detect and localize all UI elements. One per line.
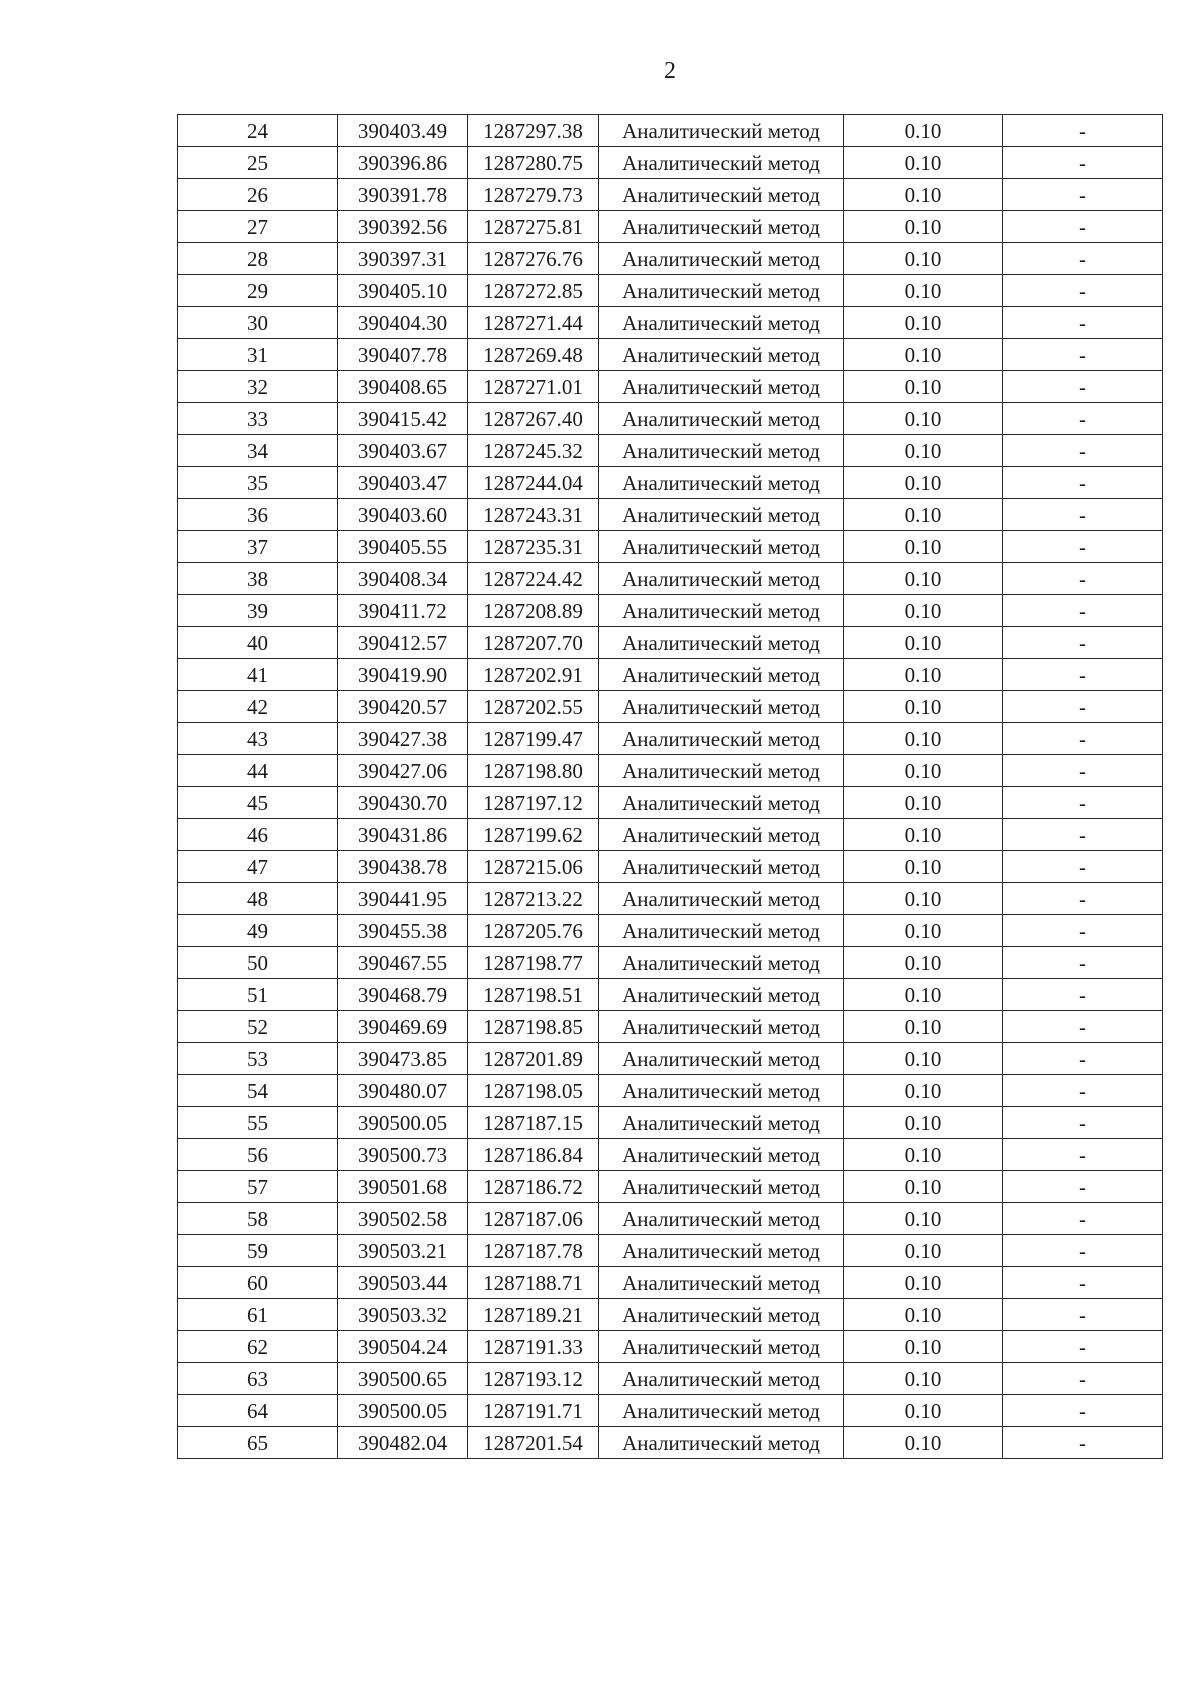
table-row [178, 1267, 1163, 1299]
accuracy-cell: 0.10 [844, 883, 1003, 915]
point-number-cell: 36 [178, 499, 338, 531]
point-number-cell: 26 [178, 179, 338, 211]
accuracy-cell: 0.10 [844, 595, 1003, 627]
y-coordinate-cell: 1287243.31 [468, 499, 599, 531]
point-number-cell: 63 [178, 1363, 338, 1395]
y-coordinate-cell: 1287201.89 [468, 1043, 599, 1075]
point-number-cell: 59 [178, 1235, 338, 1267]
note-cell: - [1003, 755, 1163, 787]
note-cell: - [1003, 371, 1163, 403]
table-row [178, 1331, 1163, 1363]
point-number-cell: 28 [178, 243, 338, 275]
table-row [178, 627, 1163, 659]
accuracy-cell: 0.10 [844, 1203, 1003, 1235]
point-number-cell: 39 [178, 595, 338, 627]
table-row [178, 979, 1163, 1011]
method-cell: Аналитический метод [599, 435, 844, 467]
method-cell: Аналитический метод [599, 115, 844, 147]
x-coordinate-cell: 390411.72 [338, 595, 468, 627]
x-coordinate-cell: 390503.21 [338, 1235, 468, 1267]
method-cell: Аналитический метод [599, 915, 844, 947]
note-cell: - [1003, 659, 1163, 691]
note-cell: - [1003, 819, 1163, 851]
y-coordinate-cell: 1287202.55 [468, 691, 599, 723]
table-row [178, 1043, 1163, 1075]
note-cell: - [1003, 1043, 1163, 1075]
point-number-cell: 29 [178, 275, 338, 307]
x-coordinate-cell: 390403.67 [338, 435, 468, 467]
accuracy-cell: 0.10 [844, 435, 1003, 467]
accuracy-cell: 0.10 [844, 563, 1003, 595]
x-coordinate-cell: 390403.47 [338, 467, 468, 499]
method-cell: Аналитический метод [599, 467, 844, 499]
point-number-cell: 64 [178, 1395, 338, 1427]
method-cell: Аналитический метод [599, 371, 844, 403]
method-cell: Аналитический метод [599, 1235, 844, 1267]
table-row [178, 115, 1163, 147]
x-coordinate-cell: 390404.30 [338, 307, 468, 339]
accuracy-cell: 0.10 [844, 659, 1003, 691]
y-coordinate-cell: 1287191.71 [468, 1395, 599, 1427]
x-coordinate-cell: 390480.07 [338, 1075, 468, 1107]
accuracy-cell: 0.10 [844, 1427, 1003, 1459]
accuracy-cell: 0.10 [844, 691, 1003, 723]
method-cell: Аналитический метод [599, 211, 844, 243]
note-cell: - [1003, 1363, 1163, 1395]
note-cell: - [1003, 275, 1163, 307]
x-coordinate-cell: 390500.73 [338, 1139, 468, 1171]
table-row [178, 339, 1163, 371]
table-row [178, 467, 1163, 499]
accuracy-cell: 0.10 [844, 275, 1003, 307]
note-cell: - [1003, 915, 1163, 947]
table-row [178, 307, 1163, 339]
note-cell: - [1003, 1331, 1163, 1363]
table-row [178, 755, 1163, 787]
point-number-cell: 37 [178, 531, 338, 563]
x-coordinate-cell: 390408.65 [338, 371, 468, 403]
method-cell: Аналитический метод [599, 787, 844, 819]
y-coordinate-cell: 1287280.75 [468, 147, 599, 179]
y-coordinate-cell: 1287191.33 [468, 1331, 599, 1363]
method-cell: Аналитический метод [599, 307, 844, 339]
note-cell: - [1003, 1203, 1163, 1235]
table-row [178, 435, 1163, 467]
y-coordinate-cell: 1287279.73 [468, 179, 599, 211]
method-cell: Аналитический метод [599, 147, 844, 179]
accuracy-cell: 0.10 [844, 915, 1003, 947]
x-coordinate-cell: 390468.79 [338, 979, 468, 1011]
method-cell: Аналитический метод [599, 1203, 844, 1235]
x-coordinate-cell: 390455.38 [338, 915, 468, 947]
point-number-cell: 58 [178, 1203, 338, 1235]
x-coordinate-cell: 390392.56 [338, 211, 468, 243]
note-cell: - [1003, 1139, 1163, 1171]
note-cell: - [1003, 1267, 1163, 1299]
note-cell: - [1003, 115, 1163, 147]
y-coordinate-cell: 1287198.51 [468, 979, 599, 1011]
point-number-cell: 42 [178, 691, 338, 723]
y-coordinate-cell: 1287275.81 [468, 211, 599, 243]
point-number-cell: 50 [178, 947, 338, 979]
accuracy-cell: 0.10 [844, 755, 1003, 787]
accuracy-cell: 0.10 [844, 979, 1003, 1011]
x-coordinate-cell: 390403.60 [338, 499, 468, 531]
y-coordinate-cell: 1287198.85 [468, 1011, 599, 1043]
y-coordinate-cell: 1287198.05 [468, 1075, 599, 1107]
point-number-cell: 35 [178, 467, 338, 499]
accuracy-cell: 0.10 [844, 787, 1003, 819]
y-coordinate-cell: 1287197.12 [468, 787, 599, 819]
method-cell: Аналитический метод [599, 275, 844, 307]
table-row [178, 1011, 1163, 1043]
method-cell: Аналитический метод [599, 819, 844, 851]
accuracy-cell: 0.10 [844, 1395, 1003, 1427]
x-coordinate-cell: 390502.58 [338, 1203, 468, 1235]
method-cell: Аналитический метод [599, 723, 844, 755]
accuracy-cell: 0.10 [844, 339, 1003, 371]
method-cell: Аналитический метод [599, 563, 844, 595]
point-number-cell: 40 [178, 627, 338, 659]
y-coordinate-cell: 1287244.04 [468, 467, 599, 499]
table-body [178, 115, 1163, 1459]
y-coordinate-cell: 1287201.54 [468, 1427, 599, 1459]
table-row [178, 1299, 1163, 1331]
note-cell: - [1003, 211, 1163, 243]
table-row [178, 1363, 1163, 1395]
point-number-cell: 51 [178, 979, 338, 1011]
table-row [178, 147, 1163, 179]
y-coordinate-cell: 1287213.22 [468, 883, 599, 915]
point-number-cell: 56 [178, 1139, 338, 1171]
table-row [178, 1139, 1163, 1171]
note-cell: - [1003, 1299, 1163, 1331]
method-cell: Аналитический метод [599, 403, 844, 435]
method-cell: Аналитический метод [599, 531, 844, 563]
note-cell: - [1003, 627, 1163, 659]
note-cell: - [1003, 1011, 1163, 1043]
point-number-cell: 43 [178, 723, 338, 755]
accuracy-cell: 0.10 [844, 147, 1003, 179]
method-cell: Аналитический метод [599, 1107, 844, 1139]
method-cell: Аналитический метод [599, 595, 844, 627]
accuracy-cell: 0.10 [844, 371, 1003, 403]
accuracy-cell: 0.10 [844, 1299, 1003, 1331]
note-cell: - [1003, 1107, 1163, 1139]
accuracy-cell: 0.10 [844, 1011, 1003, 1043]
note-cell: - [1003, 947, 1163, 979]
point-number-cell: 49 [178, 915, 338, 947]
note-cell: - [1003, 1395, 1163, 1427]
x-coordinate-cell: 390500.05 [338, 1107, 468, 1139]
x-coordinate-cell: 390431.86 [338, 819, 468, 851]
y-coordinate-cell: 1287271.44 [468, 307, 599, 339]
y-coordinate-cell: 1287193.12 [468, 1363, 599, 1395]
point-number-cell: 27 [178, 211, 338, 243]
table-row [178, 403, 1163, 435]
x-coordinate-cell: 390397.31 [338, 243, 468, 275]
table-row [178, 1107, 1163, 1139]
note-cell: - [1003, 499, 1163, 531]
table-row [178, 179, 1163, 211]
method-cell: Аналитический метод [599, 691, 844, 723]
y-coordinate-cell: 1287199.62 [468, 819, 599, 851]
method-cell: Аналитический метод [599, 1267, 844, 1299]
note-cell: - [1003, 179, 1163, 211]
point-number-cell: 34 [178, 435, 338, 467]
y-coordinate-cell: 1287186.72 [468, 1171, 599, 1203]
method-cell: Аналитический метод [599, 1043, 844, 1075]
note-cell: - [1003, 723, 1163, 755]
y-coordinate-cell: 1287187.78 [468, 1235, 599, 1267]
method-cell: Аналитический метод [599, 1011, 844, 1043]
method-cell: Аналитический метод [599, 1331, 844, 1363]
y-coordinate-cell: 1287208.89 [468, 595, 599, 627]
note-cell: - [1003, 243, 1163, 275]
accuracy-cell: 0.10 [844, 947, 1003, 979]
method-cell: Аналитический метод [599, 755, 844, 787]
table-row [178, 1075, 1163, 1107]
x-coordinate-cell: 390427.06 [338, 755, 468, 787]
table-row [178, 851, 1163, 883]
note-cell: - [1003, 1171, 1163, 1203]
point-number-cell: 32 [178, 371, 338, 403]
point-number-cell: 61 [178, 1299, 338, 1331]
x-coordinate-cell: 390405.55 [338, 531, 468, 563]
note-cell: - [1003, 883, 1163, 915]
method-cell: Аналитический метод [599, 627, 844, 659]
note-cell: - [1003, 691, 1163, 723]
x-coordinate-cell: 390503.44 [338, 1267, 468, 1299]
method-cell: Аналитический метод [599, 499, 844, 531]
table-row [178, 723, 1163, 755]
point-number-cell: 55 [178, 1107, 338, 1139]
table-row [178, 1427, 1163, 1459]
y-coordinate-cell: 1287187.06 [468, 1203, 599, 1235]
method-cell: Аналитический метод [599, 947, 844, 979]
table-row [178, 819, 1163, 851]
table-row [178, 1203, 1163, 1235]
x-coordinate-cell: 390482.04 [338, 1427, 468, 1459]
x-coordinate-cell: 390501.68 [338, 1171, 468, 1203]
y-coordinate-cell: 1287207.70 [468, 627, 599, 659]
note-cell: - [1003, 979, 1163, 1011]
point-number-cell: 65 [178, 1427, 338, 1459]
y-coordinate-cell: 1287198.80 [468, 755, 599, 787]
accuracy-cell: 0.10 [844, 627, 1003, 659]
note-cell: - [1003, 147, 1163, 179]
accuracy-cell: 0.10 [844, 1043, 1003, 1075]
note-cell: - [1003, 1427, 1163, 1459]
accuracy-cell: 0.10 [844, 115, 1003, 147]
point-number-cell: 45 [178, 787, 338, 819]
x-coordinate-cell: 390396.86 [338, 147, 468, 179]
table-row [178, 531, 1163, 563]
method-cell: Аналитический метод [599, 1075, 844, 1107]
point-number-cell: 41 [178, 659, 338, 691]
y-coordinate-cell: 1287186.84 [468, 1139, 599, 1171]
x-coordinate-cell: 390473.85 [338, 1043, 468, 1075]
x-coordinate-cell: 390467.55 [338, 947, 468, 979]
x-coordinate-cell: 390412.57 [338, 627, 468, 659]
table-row [178, 211, 1163, 243]
method-cell: Аналитический метод [599, 979, 844, 1011]
method-cell: Аналитический метод [599, 1171, 844, 1203]
point-number-cell: 30 [178, 307, 338, 339]
x-coordinate-cell: 390500.65 [338, 1363, 468, 1395]
y-coordinate-cell: 1287198.77 [468, 947, 599, 979]
page-number: 2 [664, 58, 676, 84]
accuracy-cell: 0.10 [844, 1139, 1003, 1171]
accuracy-cell: 0.10 [844, 211, 1003, 243]
y-coordinate-cell: 1287187.15 [468, 1107, 599, 1139]
x-coordinate-cell: 390419.90 [338, 659, 468, 691]
accuracy-cell: 0.10 [844, 1107, 1003, 1139]
x-coordinate-cell: 390420.57 [338, 691, 468, 723]
accuracy-cell: 0.10 [844, 1235, 1003, 1267]
method-cell: Аналитический метод [599, 659, 844, 691]
note-cell: - [1003, 787, 1163, 819]
coordinates-table [177, 114, 1163, 1459]
x-coordinate-cell: 390438.78 [338, 851, 468, 883]
x-coordinate-cell: 390391.78 [338, 179, 468, 211]
y-coordinate-cell: 1287297.38 [468, 115, 599, 147]
x-coordinate-cell: 390407.78 [338, 339, 468, 371]
x-coordinate-cell: 390441.95 [338, 883, 468, 915]
y-coordinate-cell: 1287224.42 [468, 563, 599, 595]
x-coordinate-cell: 390430.70 [338, 787, 468, 819]
y-coordinate-cell: 1287188.71 [468, 1267, 599, 1299]
table-row [178, 883, 1163, 915]
table-row [178, 1235, 1163, 1267]
method-cell: Аналитический метод [599, 1299, 844, 1331]
point-number-cell: 48 [178, 883, 338, 915]
y-coordinate-cell: 1287205.76 [468, 915, 599, 947]
note-cell: - [1003, 563, 1163, 595]
accuracy-cell: 0.10 [844, 1363, 1003, 1395]
method-cell: Аналитический метод [599, 179, 844, 211]
table-row [178, 659, 1163, 691]
accuracy-cell: 0.10 [844, 531, 1003, 563]
point-number-cell: 38 [178, 563, 338, 595]
y-coordinate-cell: 1287215.06 [468, 851, 599, 883]
note-cell: - [1003, 403, 1163, 435]
point-number-cell: 62 [178, 1331, 338, 1363]
table-row [178, 787, 1163, 819]
accuracy-cell: 0.10 [844, 1267, 1003, 1299]
accuracy-cell: 0.10 [844, 819, 1003, 851]
accuracy-cell: 0.10 [844, 307, 1003, 339]
point-number-cell: 52 [178, 1011, 338, 1043]
accuracy-cell: 0.10 [844, 1075, 1003, 1107]
point-number-cell: 53 [178, 1043, 338, 1075]
point-number-cell: 54 [178, 1075, 338, 1107]
method-cell: Аналитический метод [599, 1395, 844, 1427]
accuracy-cell: 0.10 [844, 851, 1003, 883]
note-cell: - [1003, 531, 1163, 563]
point-number-cell: 24 [178, 115, 338, 147]
method-cell: Аналитический метод [599, 1139, 844, 1171]
point-number-cell: 31 [178, 339, 338, 371]
accuracy-cell: 0.10 [844, 1171, 1003, 1203]
table-row [178, 947, 1163, 979]
table-row [178, 595, 1163, 627]
table-row [178, 1395, 1163, 1427]
accuracy-cell: 0.10 [844, 1331, 1003, 1363]
x-coordinate-cell: 390504.24 [338, 1331, 468, 1363]
table-row [178, 1171, 1163, 1203]
table-row [178, 371, 1163, 403]
point-number-cell: 25 [178, 147, 338, 179]
y-coordinate-cell: 1287267.40 [468, 403, 599, 435]
method-cell: Аналитический метод [599, 1427, 844, 1459]
accuracy-cell: 0.10 [844, 243, 1003, 275]
x-coordinate-cell: 390469.69 [338, 1011, 468, 1043]
y-coordinate-cell: 1287269.48 [468, 339, 599, 371]
point-number-cell: 47 [178, 851, 338, 883]
accuracy-cell: 0.10 [844, 499, 1003, 531]
point-number-cell: 60 [178, 1267, 338, 1299]
y-coordinate-cell: 1287189.21 [468, 1299, 599, 1331]
x-coordinate-cell: 390427.38 [338, 723, 468, 755]
method-cell: Аналитический метод [599, 1363, 844, 1395]
y-coordinate-cell: 1287245.32 [468, 435, 599, 467]
accuracy-cell: 0.10 [844, 179, 1003, 211]
x-coordinate-cell: 390415.42 [338, 403, 468, 435]
x-coordinate-cell: 390503.32 [338, 1299, 468, 1331]
table-row [178, 915, 1163, 947]
method-cell: Аналитический метод [599, 243, 844, 275]
coordinates-table-container [177, 114, 1163, 1459]
note-cell: - [1003, 1075, 1163, 1107]
table-row [178, 499, 1163, 531]
y-coordinate-cell: 1287272.85 [468, 275, 599, 307]
note-cell: - [1003, 595, 1163, 627]
method-cell: Аналитический метод [599, 339, 844, 371]
note-cell: - [1003, 467, 1163, 499]
y-coordinate-cell: 1287199.47 [468, 723, 599, 755]
x-coordinate-cell: 390405.10 [338, 275, 468, 307]
note-cell: - [1003, 307, 1163, 339]
accuracy-cell: 0.10 [844, 467, 1003, 499]
x-coordinate-cell: 390408.34 [338, 563, 468, 595]
y-coordinate-cell: 1287235.31 [468, 531, 599, 563]
table-row [178, 243, 1163, 275]
y-coordinate-cell: 1287202.91 [468, 659, 599, 691]
x-coordinate-cell: 390403.49 [338, 115, 468, 147]
y-coordinate-cell: 1287276.76 [468, 243, 599, 275]
note-cell: - [1003, 339, 1163, 371]
table-row [178, 563, 1163, 595]
note-cell: - [1003, 435, 1163, 467]
method-cell: Аналитический метод [599, 883, 844, 915]
y-coordinate-cell: 1287271.01 [468, 371, 599, 403]
note-cell: - [1003, 1235, 1163, 1267]
table-row [178, 691, 1163, 723]
accuracy-cell: 0.10 [844, 403, 1003, 435]
point-number-cell: 33 [178, 403, 338, 435]
method-cell: Аналитический метод [599, 851, 844, 883]
point-number-cell: 57 [178, 1171, 338, 1203]
point-number-cell: 46 [178, 819, 338, 851]
x-coordinate-cell: 390500.05 [338, 1395, 468, 1427]
table-row [178, 275, 1163, 307]
point-number-cell: 44 [178, 755, 338, 787]
note-cell: - [1003, 851, 1163, 883]
accuracy-cell: 0.10 [844, 723, 1003, 755]
